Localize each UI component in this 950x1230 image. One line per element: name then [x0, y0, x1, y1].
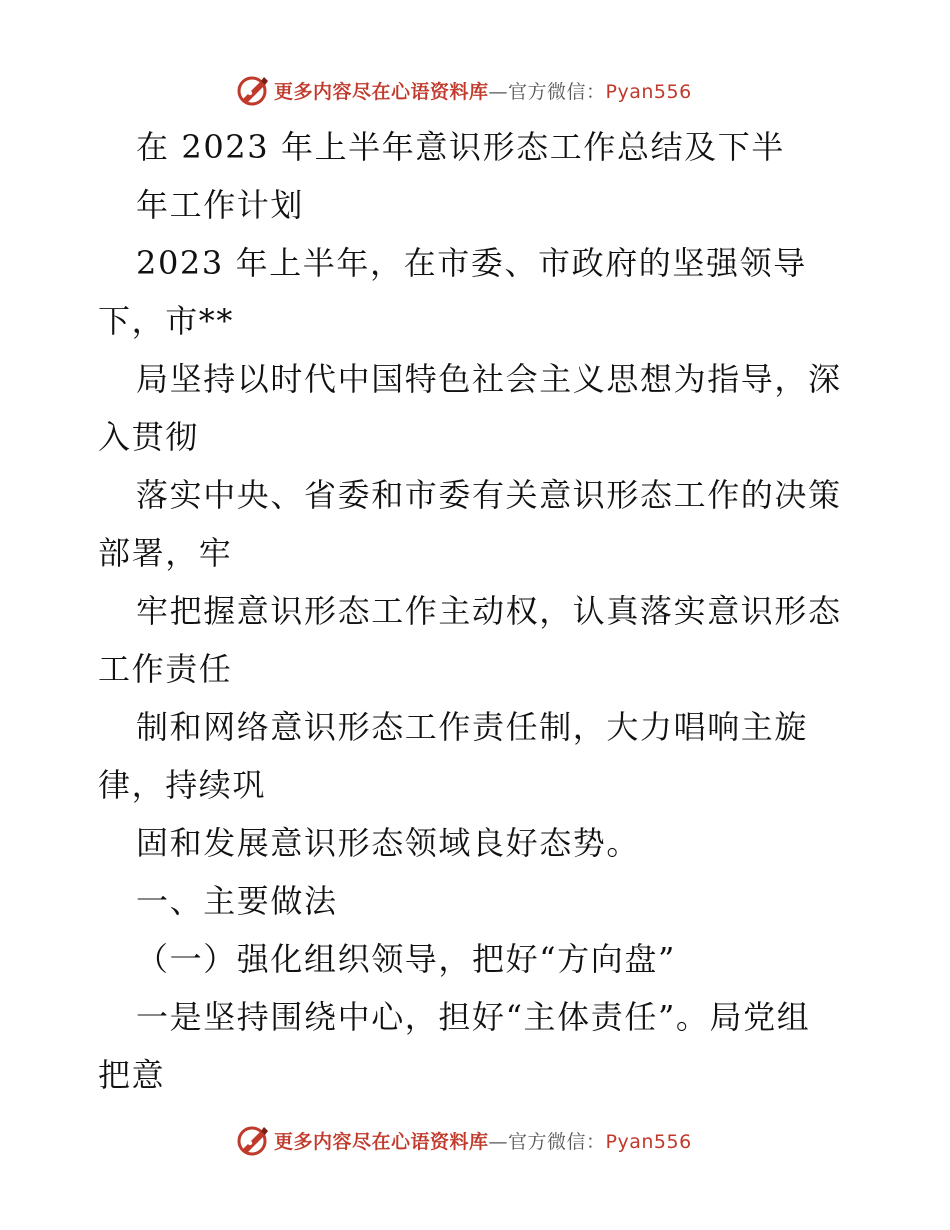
- text-line: 牢把握意识形态工作主动权，认真落实意识形态: [136, 592, 842, 630]
- text-line: （一）强化组织领导，把好“方向盘”: [136, 940, 676, 978]
- text-line: 固和发展意识形态领域良好态势。: [136, 824, 641, 862]
- watermark-text: 更多内容尽在心语资料库—官方微信：Pyan556: [274, 80, 692, 103]
- text-line: 局坚持以时代中国特色社会主义思想为指导，深: [136, 360, 842, 398]
- header-watermark: [236, 73, 692, 107]
- text-line: 制和网络意识形态工作责任制，大力唱响主旋: [136, 708, 809, 746]
- text-line: 工作责任: [98, 650, 233, 688]
- text-line: 律，持续巩: [98, 766, 267, 804]
- text-line: 年工作计划: [136, 186, 305, 224]
- text-line: 在 2023 年上半年意识形态工作总结及下半: [136, 128, 785, 166]
- text-line: 部署，牢: [98, 534, 233, 572]
- text-line: 一是坚持围绕中心，担好“主体责任”。局党组: [136, 998, 811, 1036]
- pen-logo-icon: [236, 73, 270, 107]
- text-line: 落实中央、省委和市委有关意识形态工作的决策: [136, 476, 842, 514]
- text-line: 入贯彻: [98, 418, 199, 456]
- document-body: [98, 118, 898, 1104]
- text-line: 下，市**: [98, 302, 235, 340]
- watermark-text: 更多内容尽在心语资料库—官方微信：Pyan556: [274, 1130, 692, 1153]
- footer-watermark: [236, 1123, 692, 1157]
- text-line: 一、主要做法: [136, 882, 338, 920]
- pen-logo-icon: [236, 1123, 270, 1157]
- text-line: 2023 年上半年，在市委、市政府的坚强领导: [136, 244, 807, 282]
- text-line: 把意: [98, 1056, 166, 1094]
